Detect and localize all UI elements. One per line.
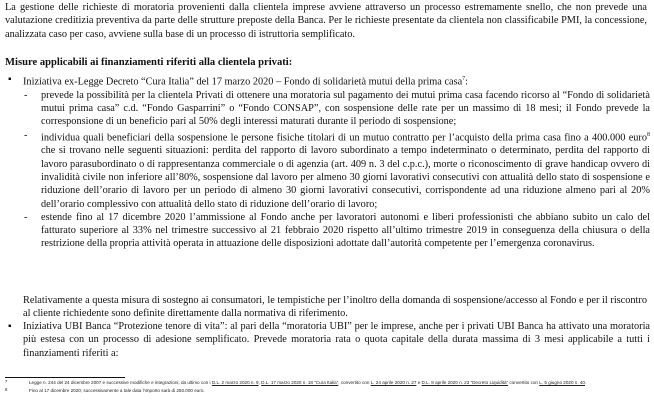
footnote-7-end: .	[585, 380, 587, 385]
footnote-7-text: e	[416, 380, 422, 385]
link-l-27-2020[interactable]: L. 24 aprile 2020 n. 27	[370, 380, 417, 385]
footnotes	[5, 380, 647, 395]
footnote-separator	[5, 377, 125, 378]
sub-item-3	[23, 211, 650, 251]
sub-item-2	[23, 129, 650, 211]
link-dl-18-2020[interactable]: D.L. 17 marzo 2020 n. 18 “Cura Italia”	[261, 380, 339, 385]
relativa-paragraph: Relativamente a questa misura di sostegno ai consumatori, le tempistiche per l’inoltro della domanda di sospensione/accesso al Fondo e per il riscontro al cliente richiedente sono definite direttamente dalla normativa di riferimento.	[23, 295, 647, 320]
bullet-marker: ▪	[8, 321, 12, 332]
bullet-cura-italia-title	[23, 73, 650, 89]
dash-marker: -	[24, 211, 28, 223]
footnote-7	[5, 380, 647, 387]
intro-paragraph: La gestione delle richieste di moratoria provenienti dalla clientela imprese avviene attraverso un processo estremamente snello, che non prevede una valutazione creditizia preventiva da parte delle strutture preposte della Banca. Per le richieste presentate da clientela non classificabile PMI, la concessione, analizzata caso per caso, avviene sulla base di un processo di istruttoria semplificato.	[5, 2, 647, 40]
bullet-ubi-protezione-text: Iniziativa UBI Banca “Protezione tenore di vita”: al pari della “moratoria UBI” per le imprese, anche per i privati UBI Banca ha attivato una moratoria più estesa con un processo di adesione semplificato. Prevede moratoria rata o quota capitale della durata massima di 3 mesi applicabile a tutti i finanziamenti riferiti a:	[23, 321, 650, 359]
bullet-ubi-protezione	[5, 320, 650, 360]
footnote-ref-7: 7	[462, 76, 466, 82]
link-l-40-2020[interactable]: L. 5 giugno 2020 n. 40	[539, 380, 585, 385]
dash-marker: -	[24, 89, 28, 101]
footnote-7-text: convertito con	[508, 380, 540, 385]
sub-item-2-text-b: che si trovano nelle seguenti situazioni: perdita del rapporto di lavoro subordinato a tempo indeterminato o determinato, perdita del rapporto di lavoro parasubordinato o di rappresentanza commerciale o di agenzia (art. 409 n. 3 del c.p.c.), morte o riconoscimento di grave handicap ovvero di invalidità civile non inferiore all’80%, sospensione dal lavoro per almeno 30 giorni lavorativi consecutivi con attualità dello stato di sospensione e riduzione dell’orario di lavoro per un periodo di almeno 30 giorni lavorativi consecutivi, corrispondente ad una riduzione almeno pari al 20% dell’orario complessivo con attualità dello stato di riduzione dell’orario di lavoro;	[41, 145, 650, 210]
bullet-title-end: :	[465, 76, 469, 88]
sub-item-3-text: estende fino al 17 dicembre 2020 l’ammissione al Fondo anche per lavoratori autonomi e liberi professionisti che abbiano subito un calo del fatturato superiore al 33% nel trimestre successivo al 21 febbraio 2020 rispetto all’ultimo trimestre 2019 in conseguenza della chiusura o della restrizione della propria attività operata in attuazione delle disposizioni adottate dall’autorità competente per l’emergenza coronavirus.	[41, 211, 650, 250]
link-dl-9-2020[interactable]: D.L. 2 marzo 2020 n. 9	[211, 380, 259, 385]
sub-item-1-text: prevede la possibilità per la clientela Privati di ottenere una moratoria sul pagamento dei mutui prima casa facendo ricorso al “Fondo di solidarietà mutui prima casa” c.d. “Fondo Gasparrini” o “Fondo CONSAP”, con sospensione delle rate per un massimo di 18 mesi; il Fondo prevede la corresponsione di un beneficio pari al 50% degli interessi maturati durante il periodo di sospensione;	[41, 89, 650, 128]
sub-item-2-text-a: individua quali beneficiari della sospensione le persone fisiche titolari di un mutuo contratto per l’acquisto della prima casa fino a 400.000 euro	[41, 132, 647, 144]
sub-item-2-text	[41, 129, 650, 211]
footnote-7-text: , convertito con	[338, 380, 371, 385]
footnote-7-sep: ,	[258, 380, 262, 385]
section-heading: Misure applicabili ai finanziamenti riferiti alla clientela privati:	[5, 57, 293, 68]
bullet-marker: ▪	[8, 74, 12, 85]
link-dl-23-2020[interactable]: D.L. 8 aprile 2020 n. 23 “Decreto Liquidità”	[421, 380, 509, 385]
sub-item-1	[23, 89, 650, 129]
footnote-ref-8: 8	[647, 131, 650, 138]
bullet-title-text: Iniziativa ex-Legge Decreto “Cura Italia” del 17 marzo 2020 – Fondo di solidarietà mutui della prima casa	[23, 76, 463, 88]
footnote-number: 7	[5, 379, 8, 384]
footnote-number: 8	[5, 386, 8, 392]
footnote-7-text: Legge n. 244 del 24 dicembre 2007 e successive modifiche e integrazioni, da ultimo con i	[29, 380, 212, 385]
dash-marker: -	[24, 129, 28, 141]
bullet-cura-italia	[5, 73, 650, 251]
footnote-8	[5, 388, 647, 395]
footnote-8-text: Fino al 17 dicembre 2020; successivamente a tale data l’importo sarà di 250.000 euro.	[29, 387, 205, 393]
